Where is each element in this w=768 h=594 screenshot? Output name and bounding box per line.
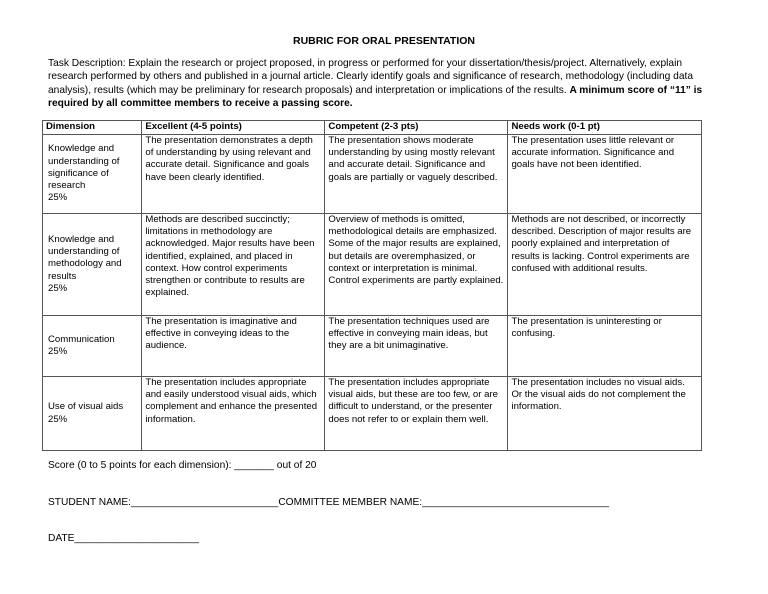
header-dimension: Dimension bbox=[43, 121, 142, 135]
table-row bbox=[43, 214, 702, 316]
competent-cell: The presentation shows moderate understanding by using mostly relevant and accurate detail. Significance and goals are partially or vaguely described. bbox=[325, 135, 508, 214]
dimension-weight: 25% bbox=[48, 192, 68, 204]
excellent-cell: The presentation demonstrates a depth of understanding by using relevant and accurate detail. Significance and goals have been clearly identified. bbox=[142, 135, 325, 214]
competent-cell: The presentation includes appropriate visual aids, but these are too few, or are difficult to understand, or the presenter does not refer to or explain them well. bbox=[325, 377, 508, 451]
minimum-score-note: A minimum score of “11” is required by all committee members to receive a passing score. bbox=[48, 84, 703, 110]
excellent-cell: The presentation is imaginative and effective in conveying ideas to the audience. bbox=[142, 316, 325, 377]
table-row bbox=[43, 316, 702, 377]
dimension-cell bbox=[43, 316, 142, 377]
dimension-weight: 25% bbox=[48, 413, 68, 425]
needs-work-cell: The presentation includes no visual aids. Or the visual aids do not complement the information. bbox=[508, 377, 702, 451]
document-title: RUBRIC FOR ORAL PRESENTATION bbox=[292, 35, 475, 47]
needs-work-cell: Methods are not described, or incorrectly described. Description of major results are poorly explained and interpretation of results is lacking. Control experiments are confused with additional results. bbox=[508, 214, 702, 316]
dimension-label: Knowledge and understanding of methodology and results bbox=[48, 233, 122, 282]
table-row bbox=[43, 377, 702, 451]
rubric-table bbox=[42, 120, 702, 451]
table-row bbox=[43, 135, 702, 214]
dimension-label: Use of visual aids bbox=[48, 401, 124, 413]
dimension-cell bbox=[43, 214, 142, 316]
table-header-row bbox=[43, 121, 702, 135]
dimension-weight: 25% bbox=[48, 346, 68, 357]
excellent-cell: Methods are described succinctly; limitations in methodology are acknowledged. Major results have been identified, explained, and placed in context. How control experiments strengthen or contribute to results are explained. bbox=[142, 214, 325, 316]
dimension-label: Communication bbox=[48, 333, 115, 345]
date-line: DATE______________________ bbox=[48, 533, 200, 544]
needs-work-cell: The presentation uses little relevant or accurate information. Significance and goals have not been identified. bbox=[508, 135, 702, 214]
score-line: Score (0 to 5 points for each dimension): _______ out of 20 bbox=[48, 460, 317, 471]
header-needs-work: Needs work (0-1 pt) bbox=[508, 121, 702, 135]
competent-cell: The presentation techniques used are effective in conveying main ideas, but they are a bit unimaginative. bbox=[325, 316, 508, 377]
header-excellent: Excellent (4-5 points) bbox=[142, 121, 325, 135]
task-description-text: Task Description: Explain the research or project proposed, in progress or performed for your dissertation/thesis/project. Alternatively, explain research performed by others and published in a journal article. Clearly identify goals and significance of research, methodology (including data analysis), results (which may be preliminary for research proposals) and interpretation or implications of the results. bbox=[48, 58, 694, 96]
competent-cell: Overview of methods is omitted, methodological details are emphasized. Some of the major results are explained, but details are overemphasized, or context or interpretation is minimal. Control experiments are partly explained. bbox=[325, 214, 508, 316]
dimension-cell bbox=[43, 377, 142, 451]
dimension-label: Knowledge and understanding of significance of research bbox=[48, 143, 120, 192]
excellent-cell: The presentation includes appropriate and easily understood visual aids, which complement and enhance the presented information. bbox=[142, 377, 325, 451]
task-description bbox=[48, 57, 720, 111]
header-competent: Competent (2-3 pts) bbox=[325, 121, 508, 135]
student-committee-line: STUDENT NAME:__________________________COMMITTEE MEMBER NAME:_________________________________ bbox=[48, 497, 610, 508]
dimension-weight: 25% bbox=[48, 282, 68, 294]
needs-work-cell: The presentation is uninteresting or confusing. bbox=[508, 316, 702, 377]
dimension-cell bbox=[43, 135, 142, 214]
